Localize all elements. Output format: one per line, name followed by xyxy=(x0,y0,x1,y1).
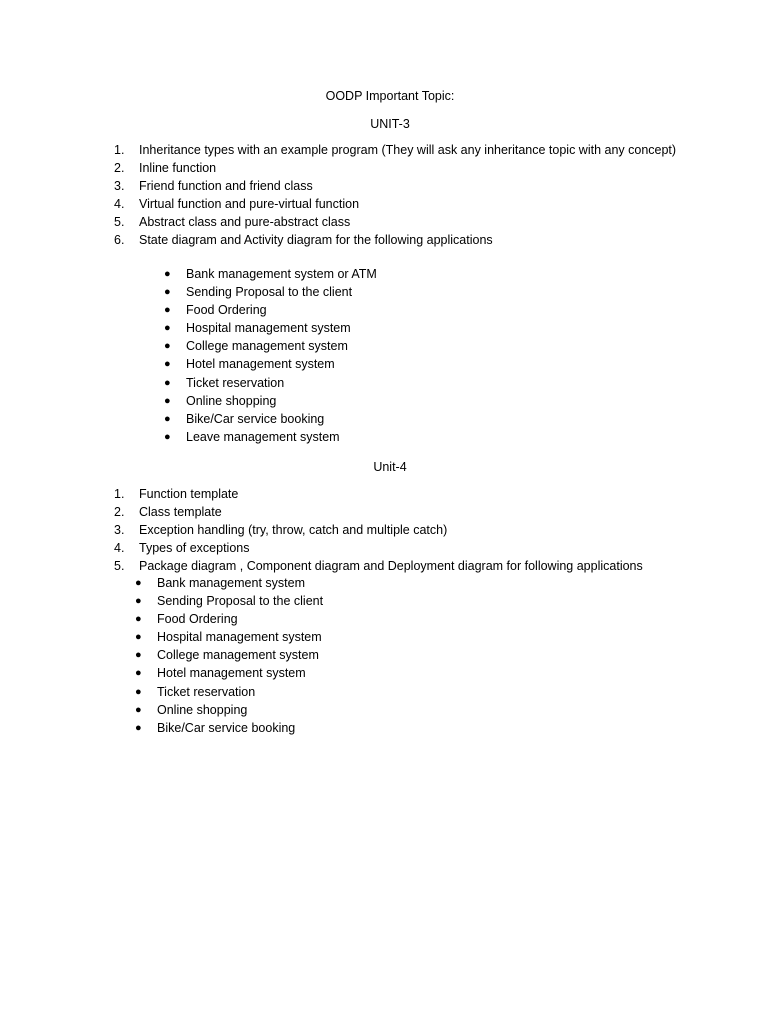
document-title: OODP Important Topic: xyxy=(325,89,455,103)
bullet-icon: ● xyxy=(164,322,171,335)
bullet-item: ● Leave management system xyxy=(186,428,586,446)
bullet-item: ● Sending Proposal to the client xyxy=(157,592,557,610)
list-item: 3. Exception handling (try, throw, catch and multiple catch) xyxy=(114,523,448,538)
bullet-icon: ● xyxy=(164,358,171,371)
bullet-icon: ● xyxy=(164,376,171,389)
bullet-item: ● Ticket reservation xyxy=(157,683,557,701)
bullet-item: ● Hotel management system xyxy=(157,664,557,682)
list-item: 2. Class template xyxy=(114,505,222,520)
unit3-application-list xyxy=(164,265,586,446)
bullet-item: ● Ticket reservation xyxy=(186,374,586,392)
unit3-heading: UNIT-3 xyxy=(370,117,410,131)
unit4-topic-list xyxy=(114,485,699,575)
bullet-item: ● Online shopping xyxy=(186,392,586,410)
bullet-item: ● Hospital management system xyxy=(186,319,586,337)
bullet-item: ● Hotel management system xyxy=(186,355,586,373)
list-item: 2. Inline function xyxy=(114,161,217,176)
list-item: 6. State diagram and Activity diagram for the following applications xyxy=(114,233,493,248)
bullet-icon: ● xyxy=(164,268,171,280)
bullet-item: ● Online shopping xyxy=(157,701,557,719)
bullet-icon: ● xyxy=(135,703,142,716)
bullet-icon: ● xyxy=(164,394,171,407)
list-item: 5. Abstract class and pure-abstract class xyxy=(114,215,351,230)
bullet-icon: ● xyxy=(164,430,171,443)
bullet-item: ● College management system xyxy=(157,646,557,664)
bullet-icon: ● xyxy=(135,667,142,680)
bullet-item: ● Bike/Car service booking xyxy=(186,410,586,428)
bullet-item: ● Hospital management system xyxy=(157,628,557,646)
bullet-item: ● Sending Proposal to the client xyxy=(186,283,586,301)
bullet-icon: ● xyxy=(135,685,142,698)
bullet-icon: ● xyxy=(135,577,142,589)
bullet-item: ● Bike/Car service booking xyxy=(157,719,557,737)
bullet-icon: ● xyxy=(164,304,171,317)
list-item: 1. Function template xyxy=(114,487,239,501)
bullet-item: ● Food Ordering xyxy=(157,610,557,628)
unit3-topic-list xyxy=(114,141,679,250)
bullet-icon: ● xyxy=(135,613,142,626)
bullet-icon: ● xyxy=(135,595,142,608)
bullet-icon: ● xyxy=(164,286,171,299)
unit4-application-list xyxy=(135,574,557,737)
unit4-heading: Unit-4 xyxy=(373,460,407,474)
list-item: 3. Friend function and friend class xyxy=(114,179,313,194)
list-item: 1. Inheritance types with an example program (They will ask any inheritance topic with any concept) xyxy=(114,143,677,157)
list-item: 4. Types of exceptions xyxy=(114,541,250,556)
bullet-icon: ● xyxy=(135,721,142,734)
list-item: 5. Package diagram , Component diagram and Deployment diagram for following applications xyxy=(114,559,643,574)
bullet-item: ● Food Ordering xyxy=(186,301,586,319)
bullet-item: ● College management system xyxy=(186,337,586,355)
list-item: 4. Virtual function and pure-virtual function xyxy=(114,197,360,212)
bullet-item: ● Bank management system or ATM xyxy=(186,265,586,283)
bullet-icon: ● xyxy=(164,340,171,353)
bullet-icon: ● xyxy=(164,412,171,425)
bullet-icon: ● xyxy=(135,631,142,644)
bullet-item: ● Bank management system xyxy=(157,574,557,592)
bullet-icon: ● xyxy=(135,649,142,662)
